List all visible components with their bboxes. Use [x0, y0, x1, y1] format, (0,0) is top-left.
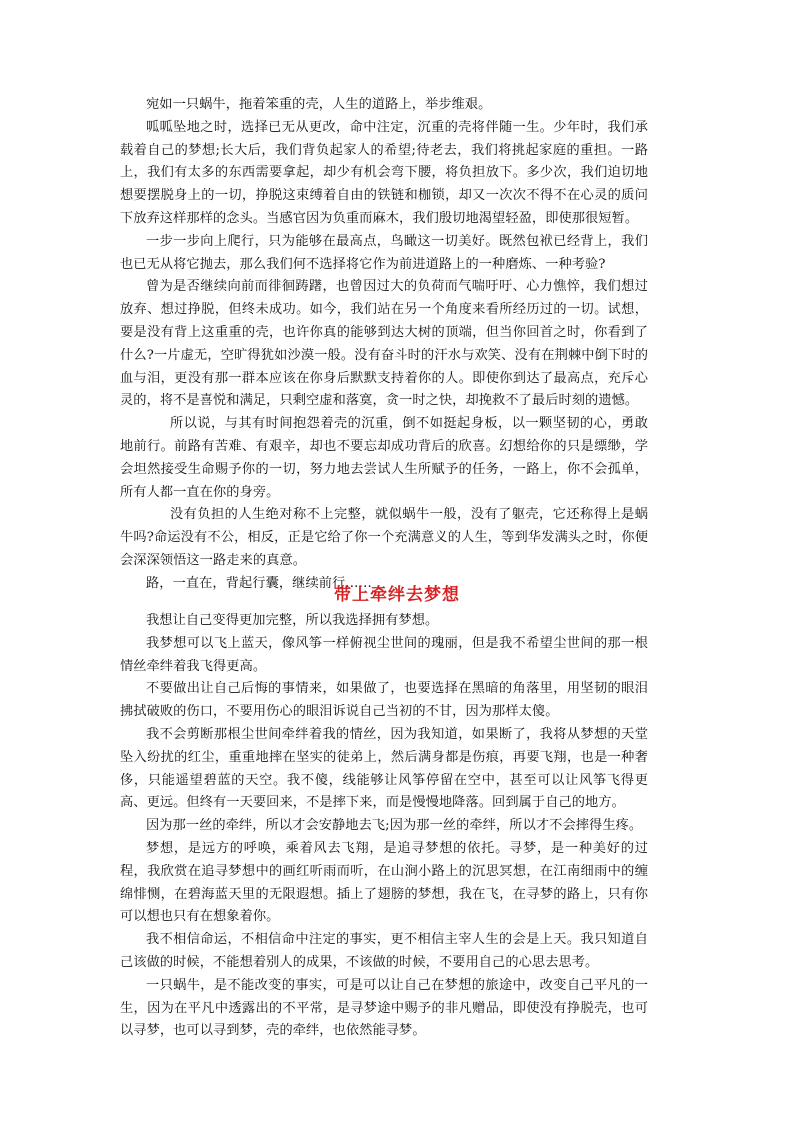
paragraph: 一步一步向上爬行，只为能够在最高点，鸟瞰这一切美好。既然包袱已经背上，我们也已无从将它抛去，那么我们何不选择将它作为前进道路上的一种磨炼、一种考验? — [120, 233, 648, 272]
paragraph: 梦想，是远方的呼唤，乘着风去飞翔，是追寻梦想的依托。寻梦，是一种美好的过程，我欣赏在追寻梦想中的画红听雨而听，在山涧小路上的沉思冥想，在江南细雨中的缠绵悱恻，在碧海蓝天里的无限遐想。插上了翅膀的梦想，我在飞，在寻梦的路上，只有你可以想也只有在想象着你。 — [120, 840, 648, 925]
paragraph: 我不相信命运，不相信命中注定的事实，更不相信主宰人生的会是上天。我只知道自己该做的时候，不能想着别人的成果，不该做的时候，不要用自己的心思去思考。 — [120, 932, 648, 970]
paragraph: 我梦想可以飞上蓝天，像风筝一样俯视尘世间的瑰丽，但是我不希望尘世间的那一根情丝牵绊着我飞得更高。 — [120, 635, 648, 674]
paragraph: 路，一直在，背起行囊，继续前行…… — [146, 575, 372, 591]
paragraph: 宛如一只蜗牛，拖着笨重的壳，人生的道路上，举步维艰。 — [146, 97, 492, 112]
paragraph: 我不会剪断那根尘世间牵绊着我的情丝，因为我知道，如果断了，我将从梦想的天堂坠入纷扰的红尘，重重地摔在坚实的徒弟上，然后满身都是伤痕，再要飞翔，也是一种奢侈，只能遥望碧蓝的天空。我不傻，线能够让风筝停留在空中，甚至可以让风筝飞得更高、更远。但终有一天要回来，不是摔下来，而是慢慢地降落。回到属于自己的地方。 — [120, 726, 648, 811]
paragraph: 没有负担的人生绝对称不上完整，就似蜗牛一般，没有了躯壳，它还称得上是蜗牛吗?命运没有不公，相反，正是它给了你一个充满意义的人生，等到华发满头之时，你便会深深领悟这一路走来的真意。 — [120, 507, 648, 568]
paragraph: 所以说，与其有时间抱怨着壳的沉重，倒不如挺起身板，以一颗坚韧的心，勇敢地前行。前路有苦难、有艰辛，却也不要忘却成功背后的欣喜。幻想给你的只是缥缈，学会坦然接受生命赐予你的一切，努力地去尝试人生所赋予的任务，一路上，你不会孤单，所有人都一直在你的身旁。 — [120, 416, 648, 500]
paragraph: 不要做出让自己后悔的事情来，如果做了，也要选择在黑暗的角落里，用坚韧的眼泪拂拭破败的伤口，不要用伤心的眼泪诉说自己当初的不甘，因为那样太傻。 — [120, 681, 648, 720]
article1-body — [120, 94, 648, 596]
paragraph: 呱呱坠地之时，选择已无从更改，命中注定，沉重的壳将伴随一生。少年时，我们承载着自己的梦想;长大后，我们背负起家人的希望;待老去，我们将挑起家庭的重担。一路上，我们有太多的东西需要拿起，却少有机会弯下腰，将负担放下。多少次，我们迫切地想要摆脱身上的一切，挣脱这束缚着自由的铁链和枷锁，却又一次次不得不在心灵的质问下放弃这样那样的念头。当感官因为负重而麻木，我们殷切地渴望轻盈，即使那很短暂。 — [120, 119, 648, 226]
article2-title: 带上牵绊去梦想 — [334, 585, 460, 605]
paragraph: 一只蜗牛，是不能改变的事实，可是可以让自己在梦想的旅途中，改变自己平凡的一生，因为在平凡中透露出的不平常，是寻梦途中赐予的非凡赠品，即使没有挣脱壳，也可以寻梦，也可以寻到梦，壳的牵绊，也依然能寻梦。 — [120, 977, 648, 1039]
paragraph: 曾为是否继续向前而徘徊踌躇，也曾因过大的负荷而气喘吁吁、心力憔悴，我们想过放弃、想过挣脱，但终未成功。如今，我们站在另一个角度来看所经历过的一切。试想，要是没有背上这重重的壳，也许你真的能够到达大树的顶端，但当你回首之时，你看到了什么?一片虚无，空旷得犹如沙漠一般。没有奋斗时的汗水与欢笑、没有在荆棘中倒下时的血与泪，更没有那一群本应该在你身后默默支持着你的人。即使你到达了最高点，充斥心灵的，将不是喜悦和满足，只剩空虚和落寞，贪一时之快，却挽救不了最后时刻的遗憾。 — [120, 279, 648, 409]
article2-body — [120, 610, 648, 1043]
paragraph: 我想让自己变得更加完整，所以我选择拥有梦想。 — [146, 613, 439, 628]
paragraph: 因为那一丝的牵绊，所以才会安静地去飞;因为那一丝的牵绊，所以才不会摔得生疼。 — [146, 818, 643, 834]
